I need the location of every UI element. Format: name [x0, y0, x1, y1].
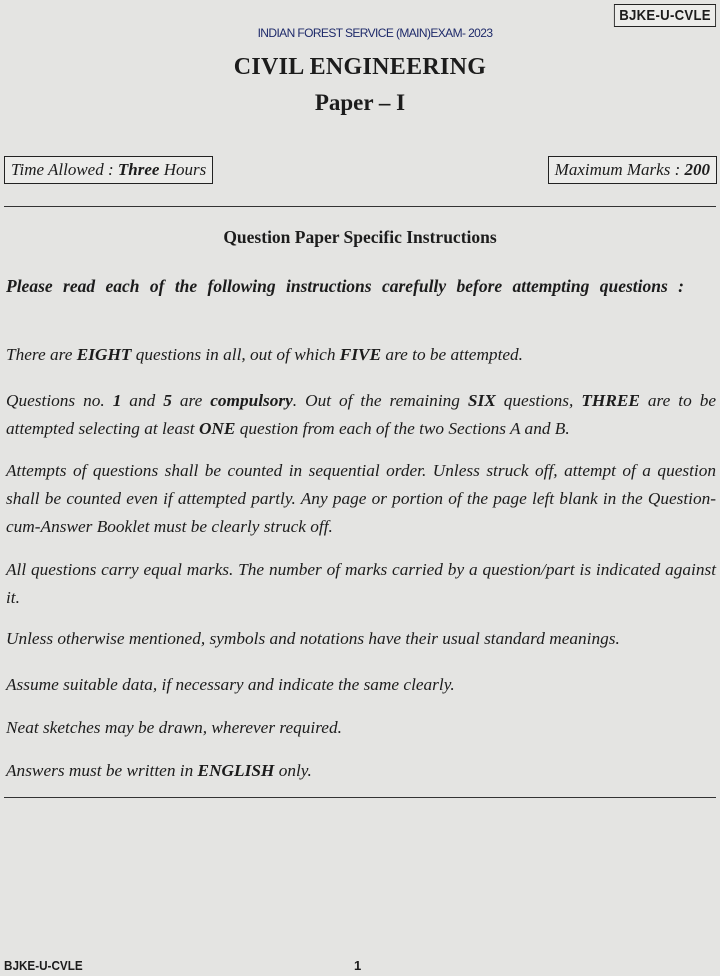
page-number: 1 [354, 958, 362, 973]
maximum-marks-box [548, 156, 717, 184]
subject-title: CIVIL ENGINEERING [233, 54, 487, 80]
instruction-sketches: Neat sketches may be drawn, wherever required. [6, 718, 342, 737]
instructions-title: Question Paper Specific Instructions [223, 227, 497, 247]
paper-code-badge: BJKE-U-CVLE [614, 4, 716, 27]
instructions-lead: Please read each of the following instructions carefully before attempting questions : [6, 276, 685, 296]
time-value: Three [117, 160, 160, 179]
footer-paper-code: BJKE-U-CVLE [4, 958, 83, 973]
paper-title: Paper – I [314, 90, 406, 115]
instruction-attempt-order: Attempts of questions shall be counted in sequential order. Unless struck off, attempt of a question shall be counted even if attempted partly. Any page or portion of the page left blank in the Question-cum-Answer Booklet must be clearly struck off. [6, 461, 716, 536]
instruction-notations: Unless otherwise mentioned, symbols and notations have their usual standard meanings. [6, 629, 620, 648]
bottom-divider [4, 797, 716, 798]
instruction-assume-data: Assume suitable data, if necessary and indicate the same clearly. [6, 675, 455, 694]
top-divider [4, 206, 716, 207]
instruction-compulsory-questions: Questions no. 1 and 5 are compulsory. Out of the remaining SIX questions, THREE are to be attempted selecting at least ONE question from each of the two Sections A and B. [6, 391, 717, 438]
marks-value: 200 [684, 160, 710, 179]
instruction-language: Answers must be written in ENGLISH only. [6, 761, 312, 780]
marks-label: Maximum Marks : [554, 160, 685, 179]
instruction-question-count: There are EIGHT questions in all, out of which FIVE are to be attempted. [6, 345, 524, 364]
time-unit: Hours [159, 160, 207, 179]
instruction-marks: All questions carry equal marks. The number of marks carried by a question/part is indicated against it. [6, 560, 716, 607]
time-allowed-box [4, 156, 213, 184]
exam-name: INDIAN FOREST SERVICE (MAIN)EXAM- 2023 [257, 26, 493, 40]
time-label: Time Allowed : [11, 160, 118, 179]
